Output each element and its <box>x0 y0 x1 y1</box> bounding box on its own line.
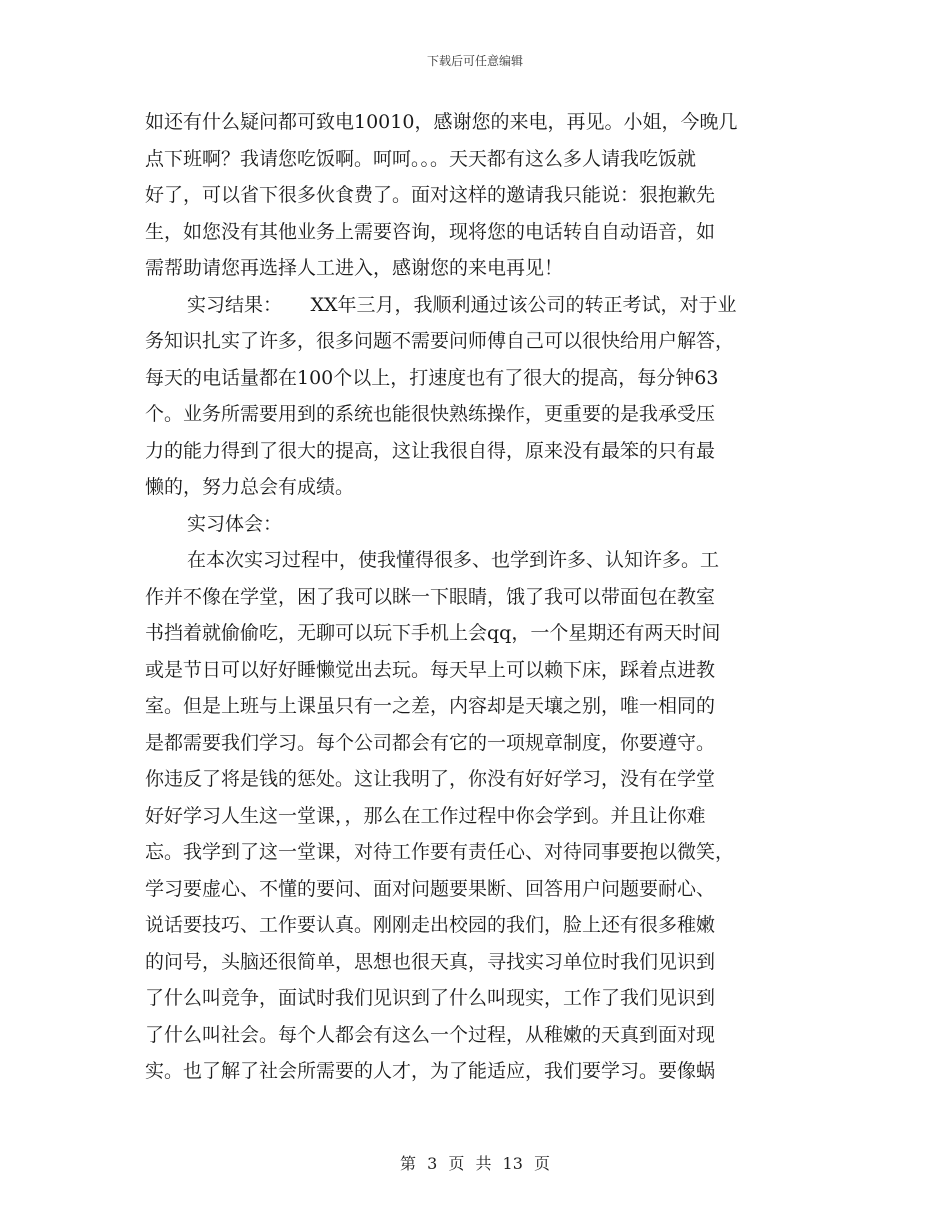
text-line: 学习要虚心、不懂的要问、面对问题要果断、回答用户问题要耐心、 <box>145 877 716 900</box>
text-line: 实习结果： XX年三月，我顺利通过该公司的转正考试，对于业 <box>187 293 737 316</box>
text-line: 你违反了将是钱的惩处。这让我明了，你没有好好学习，没有在学堂 <box>145 768 716 790</box>
text-line: 每天的电话量都在100个以上，打速度也有了很大的提高，每分钟63 <box>145 366 719 389</box>
text-line: 的问号，头脑还很简单，思想也很天真，寻找实习单位时我们见识到 <box>145 950 716 973</box>
text-line: 点下班啊？我请您吃饭啊。呵呵。。。天天都有这么多人请我吃饭就 <box>145 147 697 170</box>
text-line: 书挡着就偷偷吃，无聊可以玩下手机上会qq，一个星期还有两天时间 <box>145 622 721 644</box>
text-line: 在本次实习过程中，使我懂得很多、也学到许多、认知许多。工 <box>187 549 720 571</box>
text-line: 了什么叫竞争，面试时我们见识到了什么叫现实，工作了我们见识到 <box>145 987 716 1009</box>
section-heading: 实习体会： <box>187 512 283 535</box>
page-footer: 第 3 页 共 13 页 <box>400 1154 550 1173</box>
text-line: 需帮助请您再选择人工进入，感谢您的来电再见！ <box>145 257 564 279</box>
text-line: 个。业务所需要用到的系统也能很快熟练操作，更重要的是我承受压 <box>145 403 716 425</box>
text-line: 室。但是上班与上课虽只有一之差，内容却是天壤之别，唯一相同的 <box>145 695 716 717</box>
text-line: 或是节日可以好好睡懒觉出去玩。每天早上可以赖下床，踩着点进教 <box>145 658 716 681</box>
text-line: 说话要技巧、工作要认真。刚刚走出校园的我们，脸上还有很多稚嫩 <box>145 914 716 936</box>
page-header: 下载后可任意编辑 <box>426 54 523 68</box>
text-line: 好了，可以省下很多伙食费了。面对这样的邀请我只能说：狠抱歉先 <box>145 184 716 206</box>
text-line: 如还有什么疑问都可致电10010，感谢您的来电，再见。小姐，今晚几 <box>145 111 738 133</box>
text-line: 力的能力得到了很大的提高，这让我很自得，原来没有最笨的只有最 <box>145 439 716 462</box>
text-line: 好好学习人生这一堂课，，那么在工作过程中你会学到。并且让你难 <box>145 804 706 827</box>
text-line: 实。也了解了社会所需要的人才，为了能适应，我们要学习。要像蜗 <box>145 1060 716 1082</box>
document-body <box>145 104 815 1090</box>
text-line: 懒的，努力总会有成绩。 <box>145 476 355 498</box>
text-line: 是都需要我们学习。每个公司都会有它的一项规章制度，你要遵守。 <box>145 731 716 754</box>
text-line: 了什么叫社会。每个人都会有这么一个过程，从稚嫩的天真到面对现 <box>145 1023 716 1046</box>
text-line: 务知识扎实了许多，很多问题不需要问师傅自己可以很快给用户解答， <box>145 330 735 352</box>
text-line: 作并不像在学堂，困了我可以眯一下眼睛，饿了我可以带面包在教室 <box>145 585 716 608</box>
text-line: 忘。我学到了这一堂课，对待工作要有责任心、对待同事要抱以微笑， <box>145 841 735 863</box>
text-line: 生，如您没有其他业务上需要咨询，现将您的电话转自自动语音，如 <box>145 220 716 243</box>
